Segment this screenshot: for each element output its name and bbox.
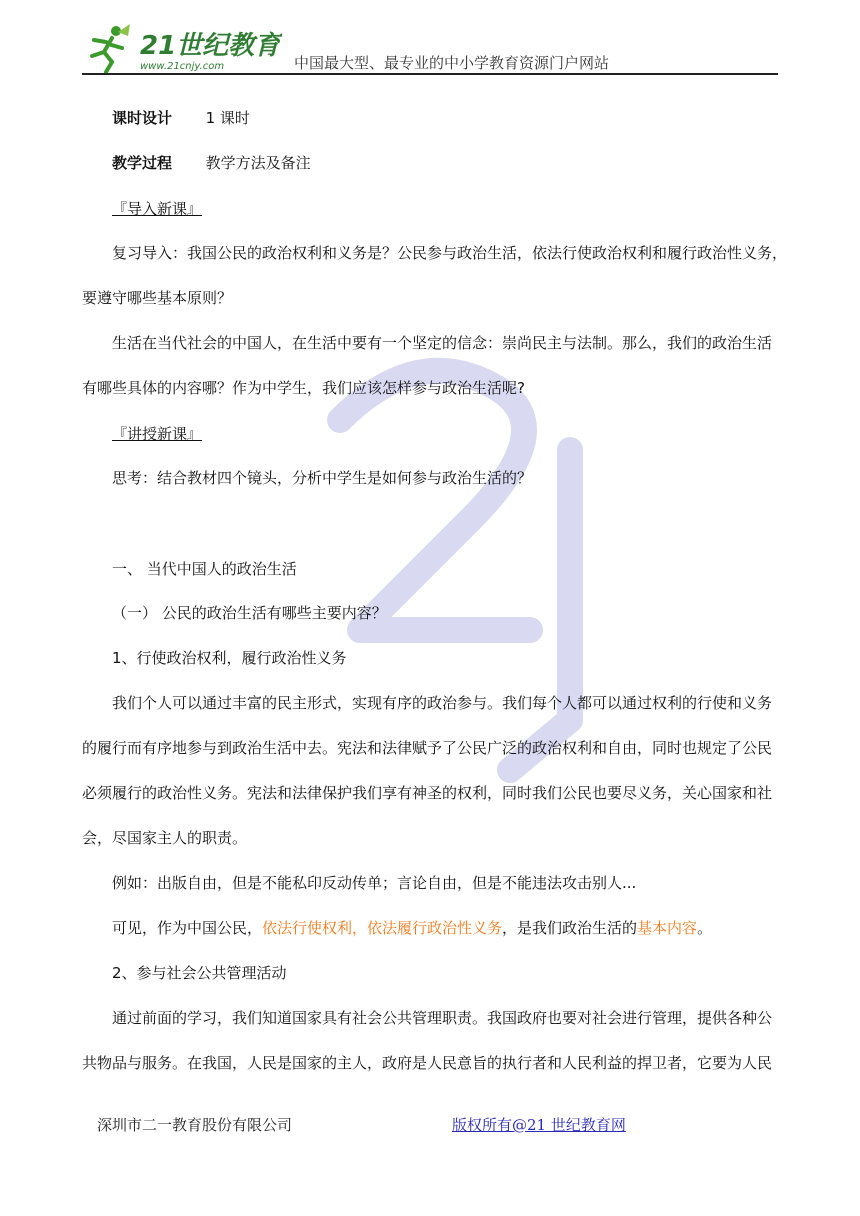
conclusion-pre: 可见，作为中国公民， <box>112 919 263 937</box>
conclusion-line <box>112 918 712 938</box>
point-heading-1: 1、行使政治权利，履行政治性义务 <box>112 649 347 667</box>
site-tagline: 中国最大型、最专业的中小学教育资源门户网站 <box>294 54 610 72</box>
para1-line-1: 我们个人可以通过丰富的民主形式，实现有序的政治参与。我们每个人都可以通过权利的行使和义务 <box>112 694 773 712</box>
header-divider <box>82 73 778 75</box>
runner-icon <box>92 24 130 72</box>
conclusion-highlight-2: 基本内容 <box>637 919 698 937</box>
conclusion-end: 。 <box>697 919 713 937</box>
conclusion-highlight-1: 依法行使权利，依法履行政治性义务 <box>262 919 503 937</box>
teaching-process-row <box>112 153 311 173</box>
think-question: 思考：结合教材四个镜头，分析中学生是如何参与政治生活的？ <box>112 469 533 487</box>
example-line: 例如：出版自由，但是不能私印反动传单；言论自由，但是不能违法攻击别人... <box>112 874 637 892</box>
site-logo[interactable] <box>82 22 282 74</box>
footer-copyright-link[interactable]: 版权所有@21 世纪教育网 <box>452 1116 626 1134</box>
intro-heading: 『导入新课』 <box>112 200 203 218</box>
svg-text:21世纪教育: 21世纪教育 <box>140 31 281 61</box>
footer-company: 深圳市二一教育股份有限公司 <box>97 1116 293 1134</box>
process-value: 教学方法及备注 <box>205 154 311 172</box>
para2-line-1: 通过前面的学习，我们知道国家具有社会公共管理职责。我国政府也要对社会进行管理，提供各种公 <box>112 1009 773 1027</box>
page-header <box>82 22 778 78</box>
para1-line-2: 的履行而有序地参与到政治生活中去。宪法和法律赋予了公民广泛的政治权利和自由，同时也规定了公民 <box>82 739 773 757</box>
review-line-1: 复习导入：我国公民的政治权利和义务是？公民参与政治生活，依法行使政治权利和履行政治性义务， <box>112 244 788 262</box>
point-heading-2: 2、参与社会公共管理活动 <box>112 964 287 982</box>
para1-line-3: 必须履行的政治性义务。宪法和法律保护我们享有神圣的权利，同时我们公民也要尽义务，关心国家和社 <box>82 784 773 802</box>
design-value: 1 课时 <box>205 109 250 127</box>
section-heading-1: 一、 当代中国人的政治生活 <box>112 560 297 578</box>
design-label: 课时设计 <box>112 109 173 127</box>
subsection-heading-1: （一） 公民的政治生活有哪些主要内容？ <box>112 604 387 622</box>
svg-text:www.21cnjy.com: www.21cnjy.com <box>140 61 225 72</box>
life-line-1: 生活在当代社会的中国人，在生活中要有一个坚定的信念：崇尚民主与法制。那么，我们的政治生活 <box>112 334 773 352</box>
conclusion-mid: ，是我们政治生活的 <box>502 919 638 937</box>
lecture-heading: 『讲授新课』 <box>112 425 203 443</box>
para1-line-4: 会，尽国家主人的职责。 <box>82 829 248 847</box>
para2-line-2: 共物品与服务。在我国，人民是国家的主人，政府是人民意旨的执行者和人民利益的捍卫者，它要为人民 <box>82 1054 773 1072</box>
review-line-2: 要遵守哪些基本原则？ <box>82 289 233 307</box>
process-label: 教学过程 <box>112 154 173 172</box>
lesson-design-row <box>112 108 250 128</box>
life-line-2: 有哪些具体的内容哪？作为中学生，我们应该怎样参与政治生活呢? <box>82 379 525 397</box>
